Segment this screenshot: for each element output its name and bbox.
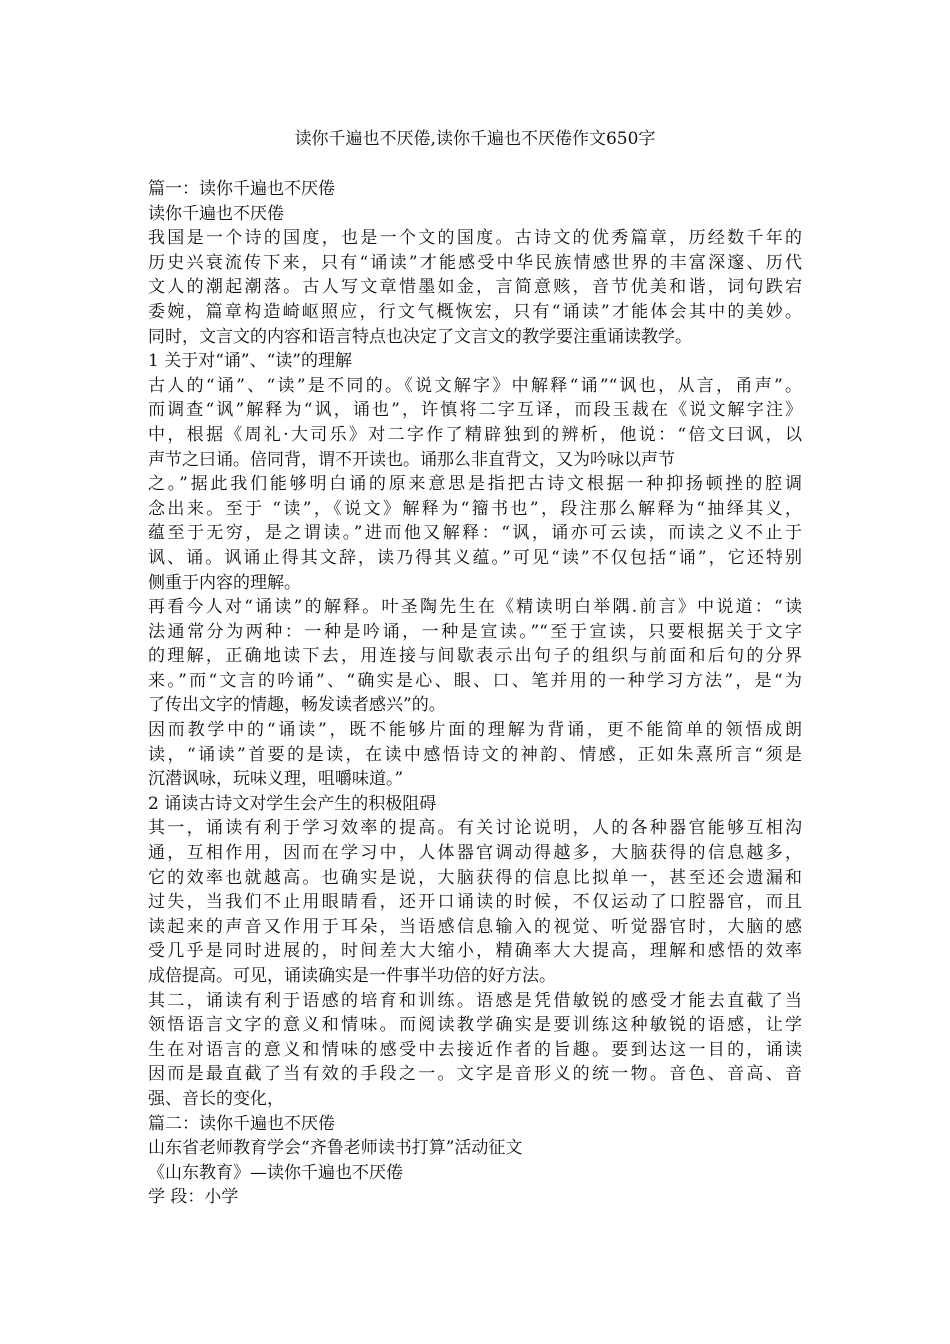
text-line: 历史兴衰流传下来，只有“诵读”才能感受中华民族情感世界的丰富深邃、历代 [148,252,802,273]
text-line: 因而是最直截了当有效的手段之一。文字是音形义的统一物。音色、音高、音 [148,1064,802,1085]
text-line: 读起来的声音又作用于耳朵，当语感信息输入的视觉、听觉器官时，大脑的感 [148,916,802,937]
text-line: 因而教学中的“诵读”，既不能够片面的理解为背诵，更不能简单的领悟成朗 [148,720,802,741]
text-line: 讽、诵。讽诵止得其文辞，读乃得其义蕴。”可见“读”不仅包括“诵”，它还特别 [148,547,802,568]
document-title: 读你千遍也不厌倦,读你千遍也不厌倦作文650字 [294,129,656,149]
text-line: 蕴至于无穷，是之谓读。”进而他又解释：“讽，诵亦可云读，而读之义不止于 [148,523,802,544]
text-line: 而调查“讽”解释为“讽，诵也”，许慎将二字互译，而段玉裁在《说文解字注》 [148,400,802,421]
text-line: 法通常分为两种：一种是吟诵，一种是宣读。”“至于宣读，只要根据关于文字 [148,621,802,642]
section-heading: 篇一：读你千遍也不厌倦 [148,179,335,199]
text-line: 学 段：小学 [148,1187,239,1208]
text-line: 过失，当我们不止用眼睛看，还开口诵读的时候，不仅运动了口腔器官，而且 [148,892,802,913]
text-line: 文人的潮起潮落。古人写文章惜墨如金，言简意赅，音节优美和谐，词句跌宕 [148,277,802,298]
text-line: 来。”而“文言的吟诵”、“确实是心、眼、口、笔并用的一种学习方法”，是“为 [148,670,802,691]
text-line: 声节之曰诵。倍同背，谓不开读也。诵那么非直背文，又为吟咏以声节 [148,449,675,470]
text-line: 念出来。至于 “读”，《说文》解释为“籀书也”，段注那么解释为“抽绎其义， [148,498,802,519]
article-title: 读你千遍也不厌倦 [148,203,284,224]
text-line: 侧重于内容的理解。 [148,572,301,593]
document-body [148,177,802,1210]
text-line: 沉潜讽咏，玩味义理，咀嚼味道。” [148,769,404,790]
text-line: 山东省老师教育学会“齐鲁老师读书打算”活动征文 [148,1138,523,1159]
text-line: 同时，文言文的内容和语言特点也决定了文言文的教学要注重诵读教学。 [148,326,692,347]
text-line: 通，互相作用，因而在学习中，人体器官调动得越多，大脑获得的信息越多， [148,843,802,864]
text-line: 之。”据此我们能够明白诵的原来意思是指把古诗文根据一种抑扬顿挫的腔调 [148,474,802,495]
text-line: 成倍提高。可见，诵读确实是一件事半功倍的好方法。 [148,966,556,986]
text-line: 古人的“诵”、“读”是不同的。《说文解字》中解释“诵”“讽也，从言，甬声”。 [148,375,802,396]
text-line: 生在对语言的意义和情味的感受中去接近作者的旨趣。要到达这一目的，诵读 [148,1039,802,1060]
text-line: 读，“诵读”首要的是读，在读中感悟诗文的神韵、情感，正如朱熹所言“须是 [148,744,802,765]
text-line: 《山东教育》—读你千遍也不厌倦 [148,1162,403,1183]
text-line: 了传出文字的情趣，畅发读者感兴”的。 [148,695,446,716]
text-line: 中，根据《周礼·大司乐》对二字作了精辟独到的辨析，他说：“倍文曰讽，以 [148,424,802,445]
text-line: 再看今人对“诵读”的解释。叶圣陶先生在《精读明白举隅.前言》中说道：“读 [148,597,802,618]
subsection-heading: 2 诵读古诗文对学生会产生的积极阻碍 [148,793,437,814]
text-line: 领悟语言文字的意义和情味。而阅读教学确实是要训练这种敏锐的语感，让学 [148,1015,802,1036]
text-line: 我国是一个诗的国度，也是一个文的国度。古诗文的优秀篇章，历经数千年的 [148,228,802,249]
text-line: 它的效率也就越高。也确实是说，大脑获得的信息比拟单一，甚至还会遗漏和 [148,867,802,888]
section-heading: 篇二：读你千遍也不厌倦 [148,1113,335,1134]
subsection-heading: 1 关于对“诵”、“读”的理解 [148,351,352,372]
text-line: 其二，诵读有利于语感的培育和训练。语感是凭借敏锐的感受才能去直截了当 [148,990,802,1011]
text-line: 委婉，篇章构造崎岖照应，行文气概恢宏，只有“诵读”才能体会其中的美妙。 [148,301,802,322]
text-line: 受几乎是同时进展的，时间差大大缩小，精确率大大提高，理解和感悟的效率 [148,941,802,962]
text-line: 其一，诵读有利于学习效率的提高。有关讨论说明，人的各种器官能够互相沟 [148,818,802,839]
text-line: 强、音长的变化， [148,1088,284,1109]
text-line: 的理解，正确地读下去，用连接与间歇表示出句子的组织与前面和后句的分界 [148,646,802,667]
